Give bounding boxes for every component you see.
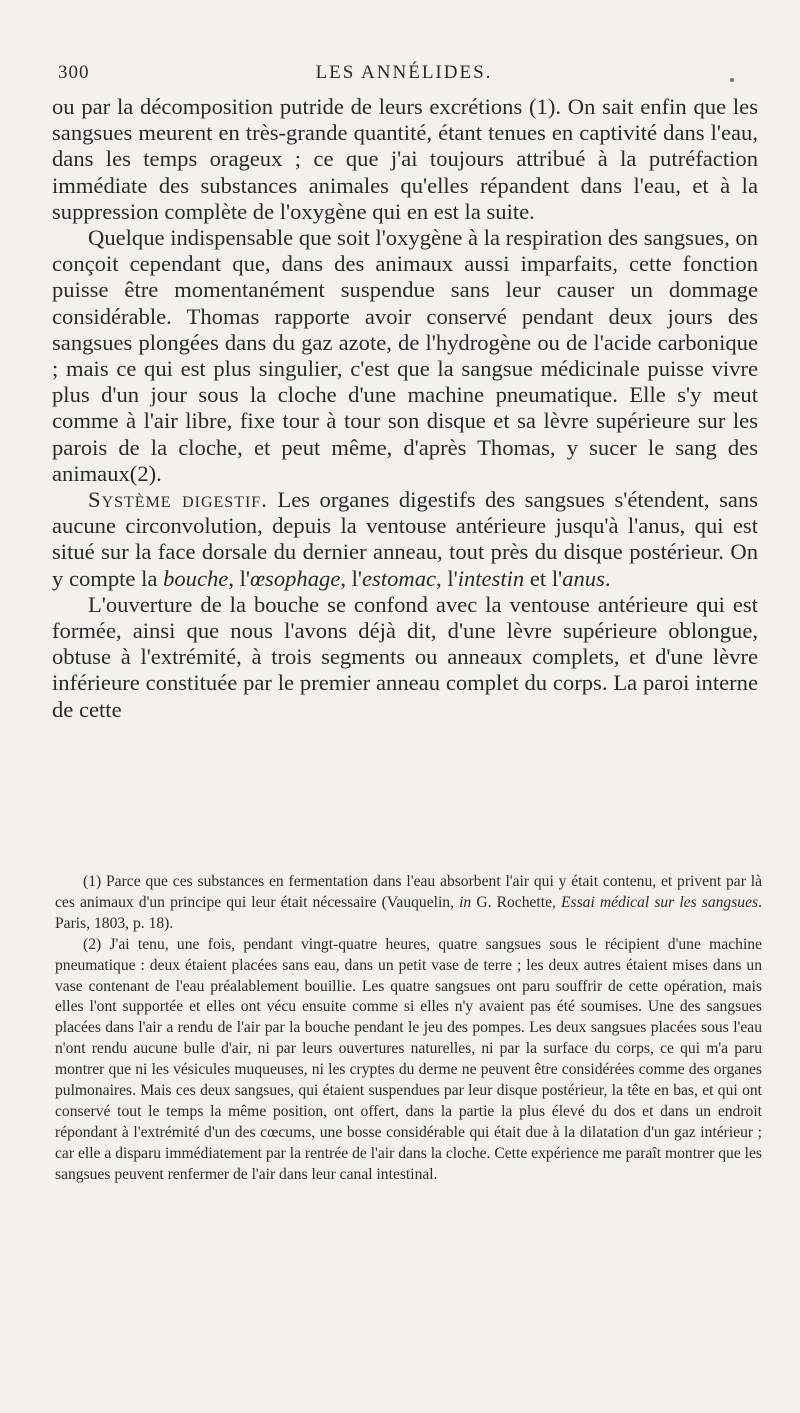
term-oesophage: œsophage [249,565,341,591]
footnote-2: (2) J'ai tenu, une fois, pendant vingt-quatre heures, quatre sangsues sous le récipient d'une machine pneumatique : deux étaient placées sans eau, dans un petit vase de terre ; les deux autres étaient mises dans un vase contenant de l'eau préalablement bouillie. Les quatre sangsues ont paru souffrir de cette opération, mais elles l'ont supportée et elles ont vécu ensuite comme si elles n'y avaient pas été soumises. Une des sangsues placées dans l'air a rendu de l'air par la bouche pendant le jeu des pompes. Les deux sangsues placées sous l'eau n'ont rendu aucune bulle d'air, ni par leurs ouvertures naturelles, ni par la surface du corps, ce qui m'a paru montrer que ni les vésicules muqueuses, ni les cryptes du derme ne peuvent être considérées comme des organes pulmonaires. Mais ces deux sangsues, qui étaient suspendues par leur disque postérieur, la tête en bas, et qui ont conservé tout le temps la même position, ont offert, dans la partie la plus élevé du dos et dans un endroit répondant à l'extrémité d'un des cœcums, une bosse considérable qui était due à la dilatation d'un gaz intérieur ; car elle a disparu immédiatement par la rentrée de l'air dans la cloche. Cette expérience me paraît montrer que les sangsues peuvent renfermer de l'air dans leur canal intestinal. [55,935,762,1183]
footnote-1-book-title: Essai médical sur les sangsues [560,893,759,911]
footnotes [55,872,762,1186]
term-estomac: estomac [362,565,437,591]
separator: et l' [524,565,563,591]
section-heading: Système digestif. [88,487,268,513]
paragraph-1: ou par la décomposition putride de leurs excrétions (1). On sait enfin que les sangsues meurent en très-grande quantité, étant tenues en captivité dans l'eau, dans les temps orageux ; ce que j'ai toujours attribué à la putréfaction immédiate des substances animales qu'elles répandent dans l'eau, et à la suppression complète de l'oxygène qui en est la suite. [52,94,758,224]
term-bouche: bouche [163,565,229,591]
footnote-1-end: . Paris, 1803, p. 18). [55,893,762,932]
paragraph-4: L'ouverture de la bouche se confond avec la ventouse antérieure qui est formée, ainsi que nous l'avons déjà dit, d'une lèvre supérieure oblongue, obtuse à l'extrémité, à trois segments ou anneaux complets, et d'une lèvre inférieure constituée par le premier anneau complet du corps. La paroi interne de cette [52,591,758,722]
footnote-1-text: (1) Parce que ces substances en fermentation dans l'eau absorbent l'air qui y était contenu, et privent par là ces animaux d'un principe qui leur était nécessaire (Vauquelin, [55,873,762,911]
page-header [58,62,750,86]
main-text [52,94,758,723]
term-anus: anus [562,565,605,591]
paragraph-2: Quelque indispensable que soit l'oxygène à la respiration des sangsues, on conçoit cependant que, dans des animaux aussi imparfaits, cette fonction puisse être momentanément suspendue sans leur causer un dommage considérable. Thomas rapporte avoir conservé pendant deux jours des sangsues plongées dans du gaz azote, de l'hydrogène ou de l'acide carbonique ; mais ce qui est plus singulier, c'est que la sangsue médicinale puisse vivre plus d'un jour sous la cloche d'une machine pneumatique. Elle s'y meut comme à l'air libre, fixe tour à tour son disque et sa lèvre supérieure sur les parois de la cloche, et peut même, d'après Thomas, y sucer le sang des animaux(2). [52,225,758,486]
separator: , l' [340,565,362,591]
paragraph-3 [52,487,758,592]
footnote-1 [55,872,762,935]
paragraph-3-text: Les organes digestifs des sangsues s'étendent, sans aucune circonvolution, depuis la ventouse antérieure jusqu'à l'anus, qui est situé sur la face dorsale du dernier anneau, tout près du disque postérieur. On y compte la [52,487,758,591]
period: . [604,565,611,591]
page-number: 300 [58,62,90,83]
term-intestin: intestin [457,565,525,591]
footnote-1-in: in [459,893,472,911]
separator: , l' [228,565,250,591]
running-title: LES ANNÉLIDES. [315,62,493,83]
footnote-1-author: G. Rochette, [471,893,561,911]
separator: , l' [436,565,458,591]
